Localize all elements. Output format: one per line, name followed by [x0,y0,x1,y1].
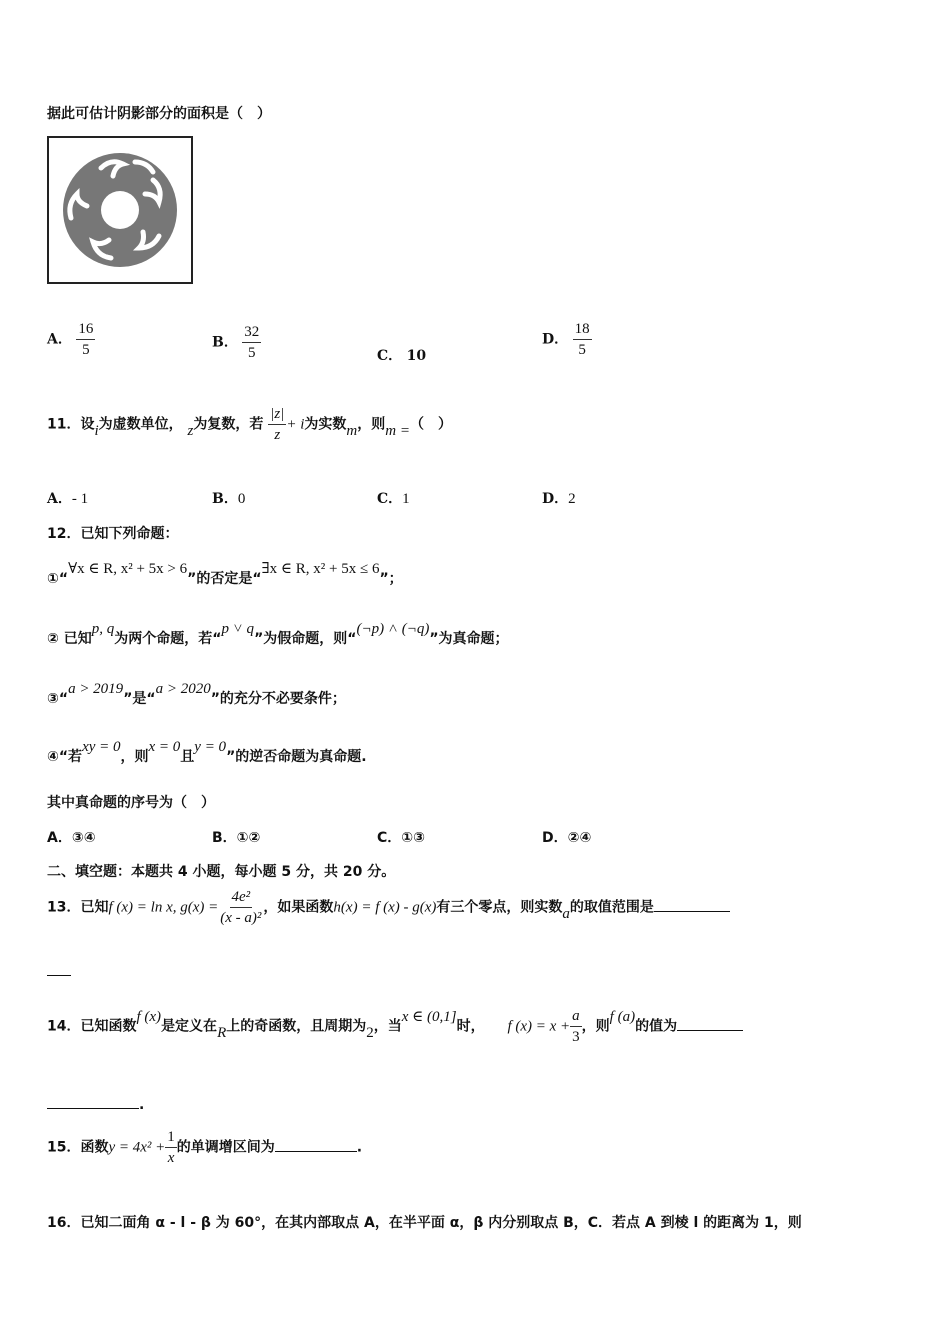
q14-answer-blank-continued[interactable] [47,1094,139,1109]
q13-answer-blank[interactable] [654,897,730,912]
q12-option-a[interactable]: A．③④ [47,830,96,846]
q12-prop-4: ④“若xy = 0，则x = 0且y = 0”的逆否命题为真命题. [47,739,367,765]
q16-stem: 16．已知二面角 α - l - β 为 60°，在其内部取点 A，在半平面 α，β 内分别取点 B，C．若点 A 到棱 l 的距离为 1，则 [47,1215,802,1231]
q10-option-c[interactable]: C． 10 [377,348,427,364]
q15-answer-blank[interactable] [275,1137,357,1152]
inner-hole [101,191,139,229]
q14-stem: 14．已知函数f (x)是定义在R上的奇函数，且周期为2，当x ∈ (0,1]时， f (x) = x + $\frac{a}{3}$ ，则f (a)的值为 [47,1007,743,1046]
q11-option-b[interactable]: B．0 [212,491,246,507]
q12-prop-2: ② 已知p, q为两个命题，若“p ˅ q”为假命题，则“(¬p) ˄ (¬q)”为真命题； [47,621,509,647]
q10-option-b[interactable]: B． $\frac{32}{5}$ [212,324,260,361]
q12-option-d[interactable]: D．②④ [542,830,592,846]
q13-stem: 13．已知f (x) = ln x, g(x) = $\frac{\text{4e²}}{\text{(x - a)²}}$ ，如果函数h(x) = f (x) - g(x)有三个零点，则实数a的取值范围是 [47,888,730,927]
q12-ask: 其中真命题的序号为（ ） [47,795,215,811]
q10-stem: 据此可估计阴影部分的面积是（ ） [47,106,271,122]
q10-option-d[interactable]: D． $\frac{18}{5}$ [542,321,590,358]
q10-option-a[interactable]: A． $\frac{16}{5}$ [47,321,94,358]
q11-stem: 11．设i为虚数单位， z为复数，若 $\frac{|z|}{z}$ + i为实数m，则m =（ ） [47,406,452,443]
shaded-figure [47,136,193,284]
q12-option-b[interactable]: B．①② [212,830,261,846]
q11-option-a[interactable]: A．- 1 [47,491,89,507]
q11-option-d[interactable]: D．2 [542,491,576,507]
q14-answer-blank[interactable] [677,1016,743,1031]
q13-answer-blank-continued[interactable] [47,975,71,976]
q12-prop-3: ③“a > 2019”是“a > 2020”的充分不必要条件； [47,681,346,707]
q12-prop-1: ①“∀x ∈ R, x² + 5x > 6”的否定是“∃x ∈ R, x² + 5x ≤ 6”； [47,561,403,587]
q12-header: 12．已知下列命题： [47,526,179,542]
q12-option-c[interactable]: C．①③ [377,830,425,846]
section-2-heading: 二、填空题：本题共 4 小题，每小题 5 分，共 20 分。 [47,864,396,880]
q15-stem: 15．函数y = 4x² + $\frac{1}{x}$ 的单调增区间为 . [47,1129,363,1166]
shaded-circle-figure [49,138,191,282]
q14-answer-line-2: . [47,1094,144,1113]
q11-option-c[interactable]: C．1 [377,491,410,507]
